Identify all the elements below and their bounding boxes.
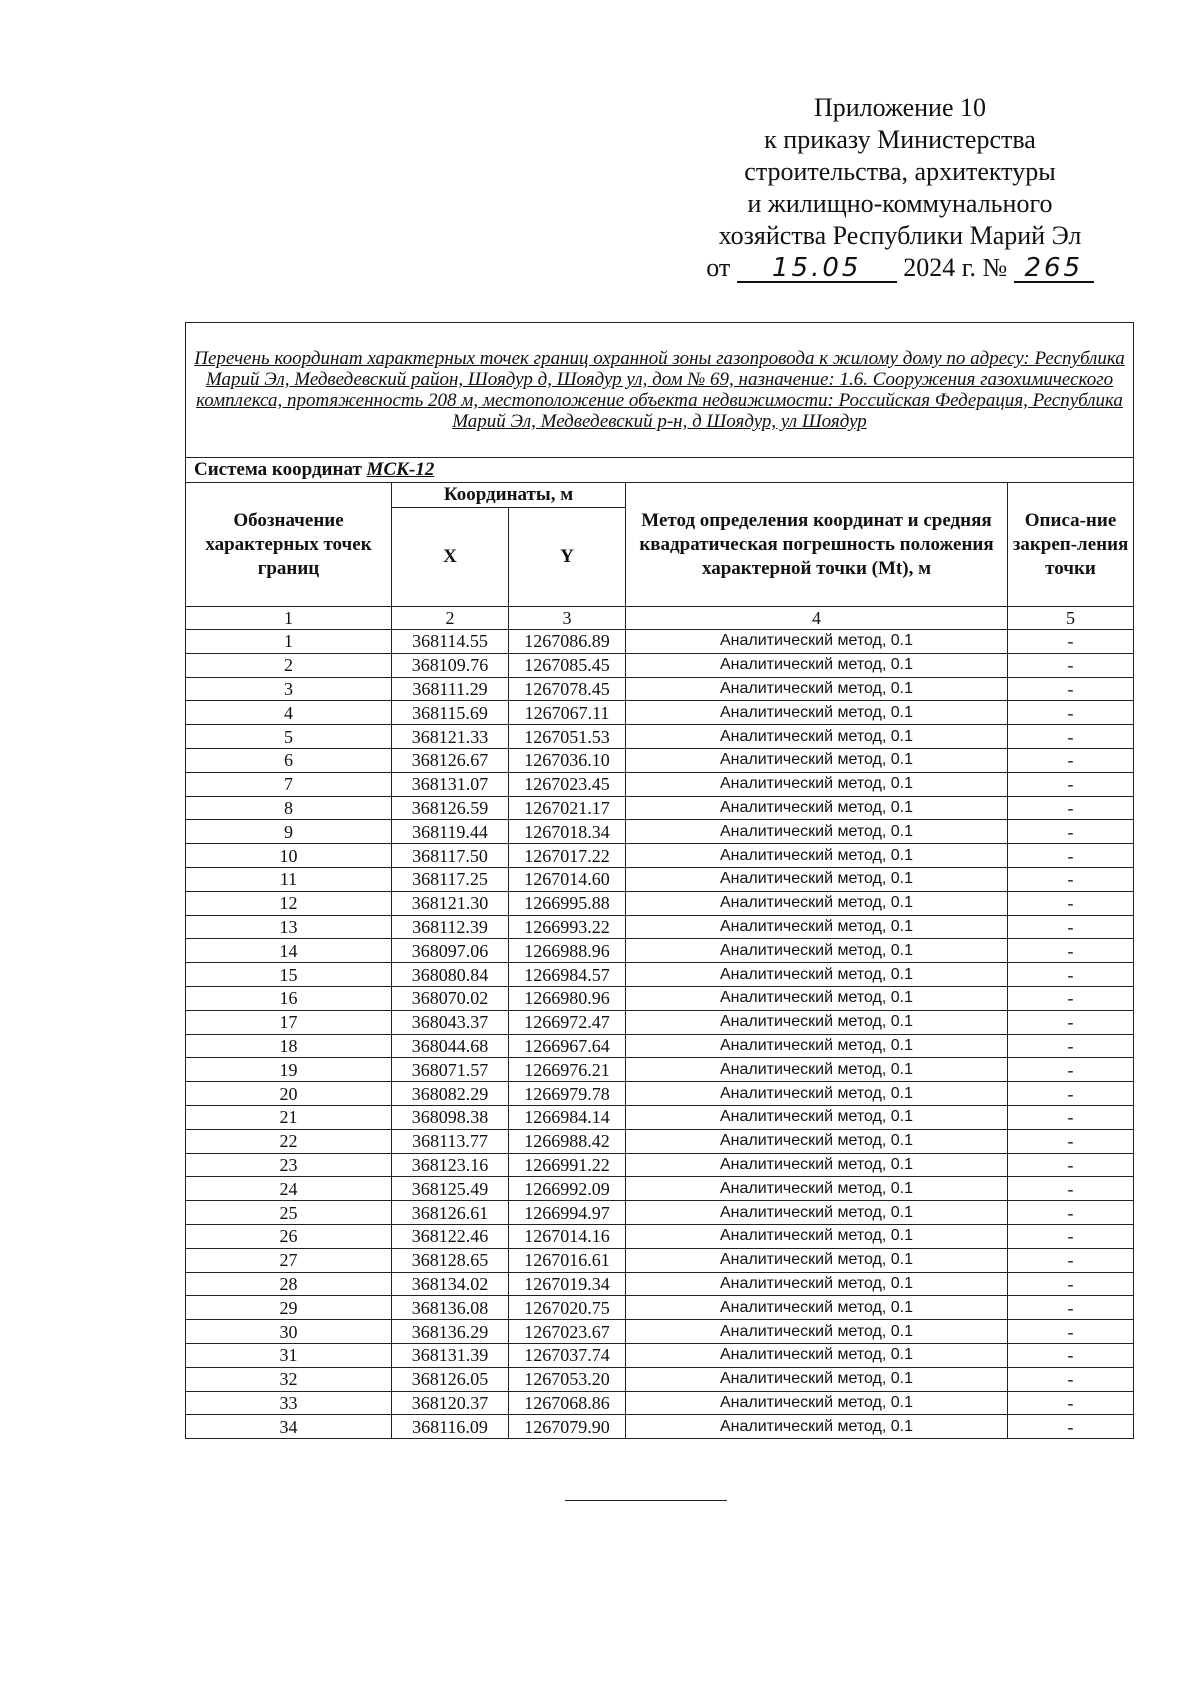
coord-y: 1266988.96 <box>509 939 626 963</box>
coord-x: 368126.05 <box>392 1367 509 1391</box>
header-method: Метод определения координат и средняя квадратическая погрешность положения характерной точки (Mt), м <box>626 483 1008 607</box>
coord-y: 1267023.45 <box>509 772 626 796</box>
description-cell: - <box>1008 939 1134 963</box>
table-row <box>186 1034 1134 1058</box>
coord-x: 368122.46 <box>392 1224 509 1248</box>
point-number: 34 <box>186 1415 392 1439</box>
description-cell: - <box>1008 1201 1134 1225</box>
coord-y: 1266993.22 <box>509 915 626 939</box>
description-cell: - <box>1008 796 1134 820</box>
point-number: 30 <box>186 1320 392 1344</box>
coord-x: 368082.29 <box>392 1082 509 1106</box>
method-cell: Аналитический метод, 0.1 <box>626 748 1008 772</box>
coordinate-system <box>186 458 1134 483</box>
coord-y: 1266984.14 <box>509 1105 626 1129</box>
coord-y: 1266967.64 <box>509 1034 626 1058</box>
coord-y: 1266976.21 <box>509 1058 626 1082</box>
point-number: 6 <box>186 748 392 772</box>
point-number: 1 <box>186 630 392 654</box>
header-description: Описа-ние закреп-ления точки <box>1008 483 1134 607</box>
description-cell: - <box>1008 1248 1134 1272</box>
column-number: 5 <box>1008 607 1134 630</box>
table-caption: Перечень координат характерных точек границ охранной зоны газопровода к жилому дому по адресу: Республика Марий Эл, Медведевский район, Шоядур д, Шоядур ул, дом № 69, назначение: 1.6. Сооружения газохимического комплекса, протяженность 208 м, местоположение объекта недвижимости: Российская Федерация, Республика Марий Эл, Медведевский р-н, д Шоядур, ул Шоядур <box>186 323 1134 458</box>
point-number: 18 <box>186 1034 392 1058</box>
description-cell: - <box>1008 748 1134 772</box>
coord-x: 368111.29 <box>392 677 509 701</box>
description-cell: - <box>1008 1010 1134 1034</box>
coord-y: 1267023.67 <box>509 1320 626 1344</box>
coord-x: 368098.38 <box>392 1105 509 1129</box>
table-row <box>186 630 1134 654</box>
method-cell: Аналитический метод, 0.1 <box>626 653 1008 677</box>
header-line: и жилищно-коммунального <box>747 189 1053 218</box>
table-row <box>186 986 1134 1010</box>
handwritten-date: 15.05 <box>737 255 897 283</box>
table-row <box>186 677 1134 701</box>
coord-y: 1267017.22 <box>509 844 626 868</box>
point-number: 16 <box>186 986 392 1010</box>
header-y: Y <box>509 508 626 607</box>
coord-x: 368070.02 <box>392 986 509 1010</box>
end-rule <box>565 1500 727 1501</box>
coord-y: 1267018.34 <box>509 820 626 844</box>
table-row <box>186 1010 1134 1034</box>
coordinate-system-label: Система координат <box>194 459 362 480</box>
table-row <box>186 963 1134 987</box>
point-number: 12 <box>186 891 392 915</box>
description-cell: - <box>1008 1129 1134 1153</box>
table-row <box>186 772 1134 796</box>
appendix-header <box>690 92 1110 284</box>
method-cell: Аналитический метод, 0.1 <box>626 701 1008 725</box>
point-number: 31 <box>186 1343 392 1367</box>
coord-x: 368123.16 <box>392 1153 509 1177</box>
method-cell: Аналитический метод, 0.1 <box>626 891 1008 915</box>
coord-x: 368117.25 <box>392 867 509 891</box>
table-row <box>186 1082 1134 1106</box>
coord-y: 1267014.60 <box>509 867 626 891</box>
table-row <box>186 844 1134 868</box>
point-number: 21 <box>186 1105 392 1129</box>
coord-x: 368117.50 <box>392 844 509 868</box>
description-cell: - <box>1008 1105 1134 1129</box>
table-row <box>186 653 1134 677</box>
header-coordinates: Координаты, м <box>392 483 626 508</box>
description-cell: - <box>1008 677 1134 701</box>
method-cell: Аналитический метод, 0.1 <box>626 1391 1008 1415</box>
description-cell: - <box>1008 1034 1134 1058</box>
method-cell: Аналитический метод, 0.1 <box>626 1272 1008 1296</box>
description-cell: - <box>1008 1224 1134 1248</box>
coord-x: 368119.44 <box>392 820 509 844</box>
header-line: строительства, архитектуры <box>744 157 1056 186</box>
table-row <box>186 1201 1134 1225</box>
point-number: 10 <box>186 844 392 868</box>
point-number: 20 <box>186 1082 392 1106</box>
point-number: 28 <box>186 1272 392 1296</box>
table-row <box>186 1343 1134 1367</box>
point-number: 15 <box>186 963 392 987</box>
handwritten-order-number: 265 <box>1014 255 1094 283</box>
table-row <box>186 725 1134 749</box>
coord-x: 368128.65 <box>392 1248 509 1272</box>
coord-x: 368097.06 <box>392 939 509 963</box>
description-cell: - <box>1008 1177 1134 1201</box>
point-number: 9 <box>186 820 392 844</box>
method-cell: Аналитический метод, 0.1 <box>626 844 1008 868</box>
coord-x: 368125.49 <box>392 1177 509 1201</box>
table-row <box>186 1105 1134 1129</box>
table-row <box>186 701 1134 725</box>
method-cell: Аналитический метод, 0.1 <box>626 1296 1008 1320</box>
table-row <box>186 1320 1134 1344</box>
method-cell: Аналитический метод, 0.1 <box>626 1010 1008 1034</box>
description-cell: - <box>1008 1415 1134 1439</box>
table-row <box>186 915 1134 939</box>
point-number: 5 <box>186 725 392 749</box>
method-cell: Аналитический метод, 0.1 <box>626 1367 1008 1391</box>
coord-y: 1267086.89 <box>509 630 626 654</box>
description-cell: - <box>1008 1367 1134 1391</box>
description-cell: - <box>1008 653 1134 677</box>
method-cell: Аналитический метод, 0.1 <box>626 820 1008 844</box>
point-number: 4 <box>186 701 392 725</box>
description-cell: - <box>1008 772 1134 796</box>
description-cell: - <box>1008 630 1134 654</box>
coord-y: 1266994.97 <box>509 1201 626 1225</box>
point-number: 25 <box>186 1201 392 1225</box>
point-number: 33 <box>186 1391 392 1415</box>
table-row <box>186 1224 1134 1248</box>
method-cell: Аналитический метод, 0.1 <box>626 1082 1008 1106</box>
method-cell: Аналитический метод, 0.1 <box>626 677 1008 701</box>
coord-x: 368044.68 <box>392 1034 509 1058</box>
table-row <box>186 867 1134 891</box>
method-cell: Аналитический метод, 0.1 <box>626 1224 1008 1248</box>
coord-x: 368136.08 <box>392 1296 509 1320</box>
coord-x: 368126.59 <box>392 796 509 820</box>
table-row <box>186 939 1134 963</box>
table-row <box>186 1129 1134 1153</box>
coord-y: 1267053.20 <box>509 1367 626 1391</box>
header-line: к приказу Министерства <box>764 125 1036 154</box>
header-point-designation: Обозначение характерных точек границ <box>186 483 392 607</box>
point-number: 11 <box>186 867 392 891</box>
description-cell: - <box>1008 891 1134 915</box>
coord-x: 368043.37 <box>392 1010 509 1034</box>
coord-x: 368131.07 <box>392 772 509 796</box>
method-cell: Аналитический метод, 0.1 <box>626 772 1008 796</box>
description-cell: - <box>1008 1082 1134 1106</box>
table-row <box>186 891 1134 915</box>
point-number: 7 <box>186 772 392 796</box>
table-row <box>186 796 1134 820</box>
method-cell: Аналитический метод, 0.1 <box>626 1153 1008 1177</box>
coord-x: 368121.30 <box>392 891 509 915</box>
method-cell: Аналитический метод, 0.1 <box>626 1034 1008 1058</box>
coord-y: 1267068.86 <box>509 1391 626 1415</box>
table-row <box>186 1153 1134 1177</box>
coord-x: 368121.33 <box>392 725 509 749</box>
description-cell: - <box>1008 963 1134 987</box>
coord-y: 1267079.90 <box>509 1415 626 1439</box>
table-row <box>186 1177 1134 1201</box>
coord-y: 1267014.16 <box>509 1224 626 1248</box>
coord-y: 1266991.22 <box>509 1153 626 1177</box>
coord-x: 368115.69 <box>392 701 509 725</box>
table-row <box>186 1296 1134 1320</box>
table-row <box>186 1272 1134 1296</box>
method-cell: Аналитический метод, 0.1 <box>626 939 1008 963</box>
coord-x: 368080.84 <box>392 963 509 987</box>
method-cell: Аналитический метод, 0.1 <box>626 1105 1008 1129</box>
coord-y: 1266992.09 <box>509 1177 626 1201</box>
point-number: 23 <box>186 1153 392 1177</box>
coord-x: 368134.02 <box>392 1272 509 1296</box>
year-and-number-label: 2024 г. № <box>903 253 1008 282</box>
coord-y: 1266995.88 <box>509 891 626 915</box>
method-cell: Аналитический метод, 0.1 <box>626 986 1008 1010</box>
method-cell: Аналитический метод, 0.1 <box>626 725 1008 749</box>
column-number: 1 <box>186 607 392 630</box>
point-number: 17 <box>186 1010 392 1034</box>
coordinates-table <box>185 322 1134 1439</box>
coord-x: 368131.39 <box>392 1343 509 1367</box>
point-number: 32 <box>186 1367 392 1391</box>
coordinate-system-value: МСК-12 <box>366 459 435 480</box>
order-date-line <box>690 252 1110 284</box>
coord-y: 1267051.53 <box>509 725 626 749</box>
description-cell: - <box>1008 986 1134 1010</box>
point-number: 29 <box>186 1296 392 1320</box>
table-row <box>186 1248 1134 1272</box>
method-cell: Аналитический метод, 0.1 <box>626 1343 1008 1367</box>
header-x: X <box>392 508 509 607</box>
coord-y: 1266979.78 <box>509 1082 626 1106</box>
point-number: 14 <box>186 939 392 963</box>
column-number: 4 <box>626 607 1008 630</box>
coord-y: 1267078.45 <box>509 677 626 701</box>
point-number: 27 <box>186 1248 392 1272</box>
coord-y: 1267085.45 <box>509 653 626 677</box>
coord-y: 1267016.61 <box>509 1248 626 1272</box>
point-number: 8 <box>186 796 392 820</box>
coord-y: 1267021.17 <box>509 796 626 820</box>
description-cell: - <box>1008 1391 1134 1415</box>
method-cell: Аналитический метод, 0.1 <box>626 1248 1008 1272</box>
description-cell: - <box>1008 1343 1134 1367</box>
method-cell: Аналитический метод, 0.1 <box>626 963 1008 987</box>
method-cell: Аналитический метод, 0.1 <box>626 1058 1008 1082</box>
description-cell: - <box>1008 844 1134 868</box>
coord-y: 1266984.57 <box>509 963 626 987</box>
description-cell: - <box>1008 867 1134 891</box>
method-cell: Аналитический метод, 0.1 <box>626 867 1008 891</box>
point-number: 3 <box>186 677 392 701</box>
coord-y: 1267036.10 <box>509 748 626 772</box>
coord-y: 1267019.34 <box>509 1272 626 1296</box>
coord-x: 368109.76 <box>392 653 509 677</box>
method-cell: Аналитический метод, 0.1 <box>626 1177 1008 1201</box>
point-number: 13 <box>186 915 392 939</box>
table-row <box>186 748 1134 772</box>
coord-y: 1266972.47 <box>509 1010 626 1034</box>
coord-x: 368071.57 <box>392 1058 509 1082</box>
method-cell: Аналитический метод, 0.1 <box>626 1201 1008 1225</box>
point-number: 24 <box>186 1177 392 1201</box>
header-line: Приложение 10 <box>813 93 987 122</box>
description-cell: - <box>1008 820 1134 844</box>
method-cell: Аналитический метод, 0.1 <box>626 1415 1008 1439</box>
coord-x: 368116.09 <box>392 1415 509 1439</box>
coord-x: 368120.37 <box>392 1391 509 1415</box>
coord-x: 368126.61 <box>392 1201 509 1225</box>
table-row <box>186 1367 1134 1391</box>
coord-x: 368114.55 <box>392 630 509 654</box>
table-row <box>186 820 1134 844</box>
method-cell: Аналитический метод, 0.1 <box>626 1320 1008 1344</box>
description-cell: - <box>1008 1058 1134 1082</box>
coord-x: 368126.67 <box>392 748 509 772</box>
coord-y: 1267020.75 <box>509 1296 626 1320</box>
method-cell: Аналитический метод, 0.1 <box>626 796 1008 820</box>
coord-y: 1266980.96 <box>509 986 626 1010</box>
point-number: 2 <box>186 653 392 677</box>
description-cell: - <box>1008 1153 1134 1177</box>
column-numbers-row <box>186 607 1134 630</box>
table-row <box>186 1058 1134 1082</box>
method-cell: Аналитический метод, 0.1 <box>626 1129 1008 1153</box>
point-number: 19 <box>186 1058 392 1082</box>
description-cell: - <box>1008 701 1134 725</box>
column-number: 3 <box>509 607 626 630</box>
description-cell: - <box>1008 915 1134 939</box>
coord-x: 368136.29 <box>392 1320 509 1344</box>
method-cell: Аналитический метод, 0.1 <box>626 630 1008 654</box>
date-prefix: от <box>706 253 731 282</box>
table-row <box>186 1415 1134 1439</box>
point-number: 22 <box>186 1129 392 1153</box>
description-cell: - <box>1008 1296 1134 1320</box>
coord-x: 368113.77 <box>392 1129 509 1153</box>
table-row <box>186 1391 1134 1415</box>
coord-y: 1266988.42 <box>509 1129 626 1153</box>
header-line: хозяйства Республики Марий Эл <box>718 221 1082 250</box>
description-cell: - <box>1008 725 1134 749</box>
coord-y: 1267067.11 <box>509 701 626 725</box>
method-cell: Аналитический метод, 0.1 <box>626 915 1008 939</box>
description-cell: - <box>1008 1272 1134 1296</box>
coord-y: 1267037.74 <box>509 1343 626 1367</box>
column-number: 2 <box>392 607 509 630</box>
description-cell: - <box>1008 1320 1134 1344</box>
point-number: 26 <box>186 1224 392 1248</box>
coord-x: 368112.39 <box>392 915 509 939</box>
